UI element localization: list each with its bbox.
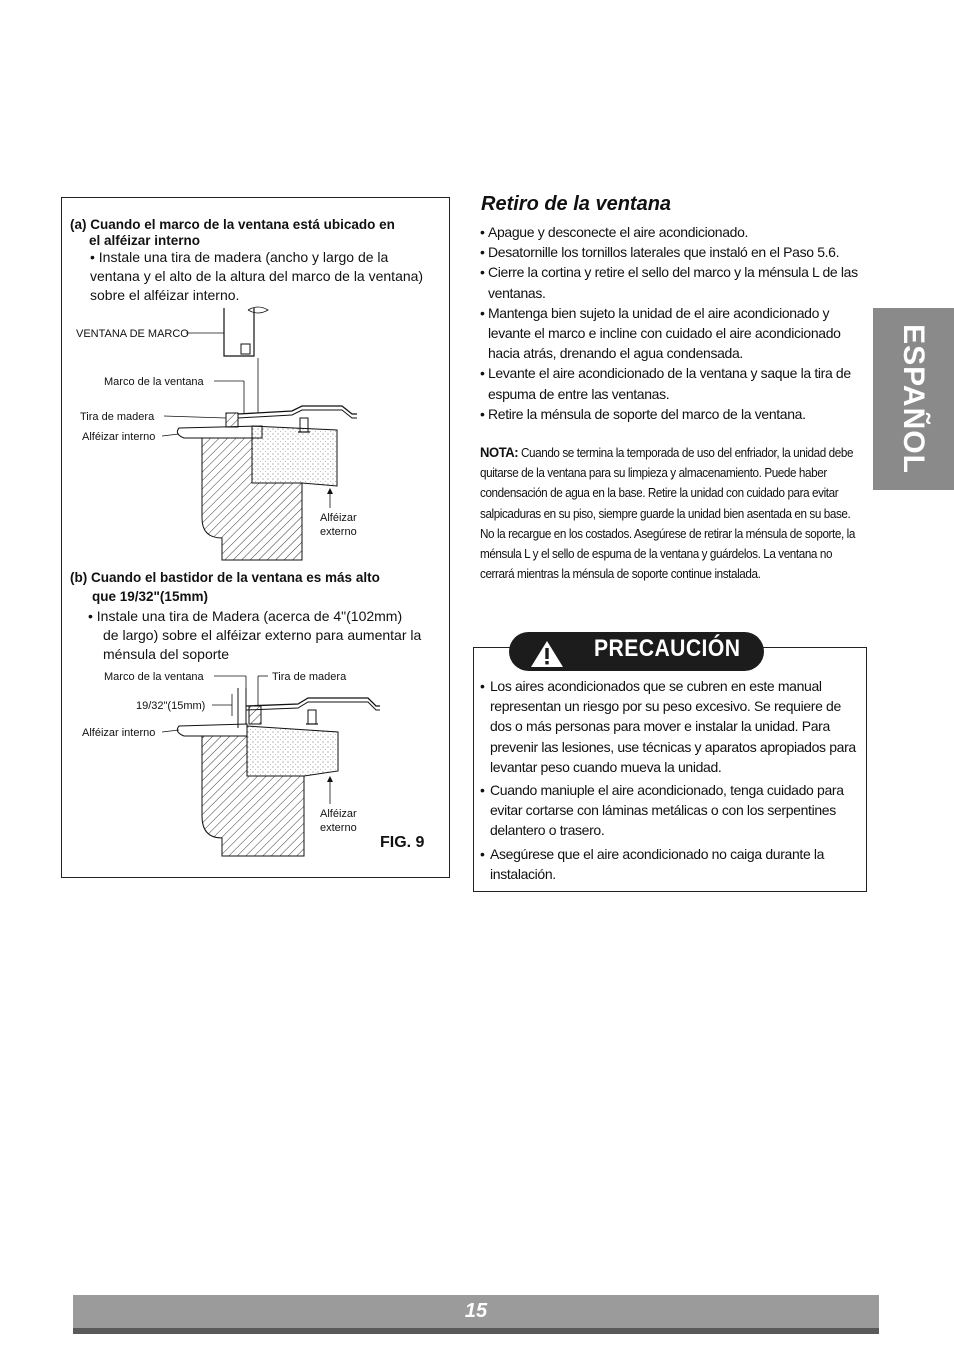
diagram-a <box>62 298 451 563</box>
warning-icon <box>530 640 564 668</box>
part-b-line3: ménsula del soporte <box>103 646 230 662</box>
footer-divider <box>73 1328 879 1334</box>
part-b-line1: • Instale una tira de Madera (acerca de 4"(102mm) <box>88 608 403 624</box>
wood-strip-shape-b <box>249 706 261 724</box>
part-a-instructions <box>90 248 423 305</box>
part-a-line3: sobre el alféizar interno. <box>90 287 240 303</box>
caution-list <box>480 676 864 887</box>
list-item: • Cierre la cortina y retire el sello del marco y la ménsula L de las ventanas. <box>480 262 866 302</box>
label-wood-strip-b: Tira de madera <box>272 671 347 683</box>
part-b-instructions <box>88 607 421 664</box>
note-paragraph <box>480 442 866 584</box>
list-item: • Apague y desconecte el aire acondicionado. <box>480 222 866 242</box>
part-b-line2: de largo) sobre el alféizar externo para aumentar la <box>103 627 422 643</box>
caution-title: PRECAUCIÓN <box>594 635 741 662</box>
note-text: Cuando se termina la temporada de uso del enfriador, la unidad debe quitarse de la ventana para su limpieza y almacenamiento. Puede haber condensación de agua en la base. Retire la unidad con cuidado para evitar salpicaduras en su piso, siempre guarde la unidad bien asentada en su base. No la recargue en los costados. Asegúrese de retirar la ménsula de soporte, la ménsula L y el sello de espuma de la ventana y guárdelos. La ventana no cerrará mientras la ménsula de soporte continue instalada. <box>480 446 855 582</box>
list-item: • Los aires acondicionados que se cubren en este manual representan un riesgo por su peso excesivo. Se requiere de dos o más personas para mover e instalar la unidad. Para prevenir las lesiones, use técnicas y aparatos apropiados para levantar peso cuando mueva la unidad. <box>480 676 864 777</box>
label-outer-sill-a-2: externo <box>320 526 357 538</box>
part-a-heading-line1: (a) Cuando el marco de la ventana está ubicado en <box>70 217 395 232</box>
inner-sill-shape <box>177 426 262 438</box>
footer-bar <box>73 1295 879 1328</box>
list-item: • Asegúrese que el aire acondicionado no caiga durante la instalación. <box>480 844 864 884</box>
figure-number: FIG. 9 <box>380 834 425 851</box>
wood-strip-shape <box>226 413 238 427</box>
label-inner-sill-b: Alféizar interno <box>82 727 156 739</box>
list-item: • Levante el aire acondicionado de la ventana y saque la tira de espuma de entre las ventanas. <box>480 363 866 403</box>
list-item: • Mantenga bien sujeto la unidad de el aire acondicionado y levante el marco e incline con cuidado el aire acondicionado hacia atrás, drenando el agua condensada. <box>480 303 866 364</box>
label-window-frame-a: Marco de la ventana <box>104 376 204 388</box>
part-b-heading-line2: que 19/32"(15mm) <box>92 589 208 604</box>
part-b-heading <box>70 570 380 605</box>
inner-sill-shape-b <box>177 724 247 736</box>
label-window-frame-b: Marco de la ventana <box>104 671 204 683</box>
part-a-line1: • Instale una tira de madera (ancho y largo de la <box>90 249 389 265</box>
figure-box <box>61 197 450 878</box>
outer-sill-shape-b <box>247 726 338 776</box>
label-dimension-b: 19/32"(15mm) <box>136 700 206 712</box>
list-item: • Cuando maniuple el aire acondicionado, tenga cuidado para evitar cortarse con láminas metálicas o con los serpentines delantero o trasero. <box>480 780 864 841</box>
diagram-b <box>62 666 451 858</box>
part-a-heading <box>70 217 395 249</box>
part-a-heading-line2: el alféizar interno <box>89 233 201 248</box>
section-title: Retiro de la ventana <box>481 193 672 215</box>
part-b-heading-line1: (b) Cuando el bastidor de la ventana es más alto <box>70 570 380 585</box>
outer-sill-shape <box>252 426 337 486</box>
language-tab <box>873 308 954 490</box>
page-number: 15 <box>464 1300 488 1322</box>
removal-steps-list <box>480 222 866 424</box>
frame-window-shape <box>224 307 268 413</box>
label-inner-sill-a: Alféizar interno <box>82 431 156 443</box>
label-outer-sill-a-1: Alféizar <box>320 512 357 524</box>
part-a-line2: ventana y el alto de la altura del marco de la ventana) <box>90 268 424 284</box>
label-frame-window: VENTANA DE MARCO <box>76 328 189 340</box>
label-outer-sill-b-2: externo <box>320 822 357 834</box>
label-outer-sill-b-1: Alféizar <box>320 808 357 820</box>
list-item: • Desatornille los tornillos laterales que instaló en el Paso 5.6. <box>480 242 866 262</box>
label-wood-strip-a: Tira de madera <box>80 411 155 423</box>
note-label: NOTA: <box>480 444 519 460</box>
list-item: • Retire la ménsula de soporte del marco de la ventana. <box>480 404 866 424</box>
language-tab-label: ESPAÑOL <box>897 324 930 474</box>
